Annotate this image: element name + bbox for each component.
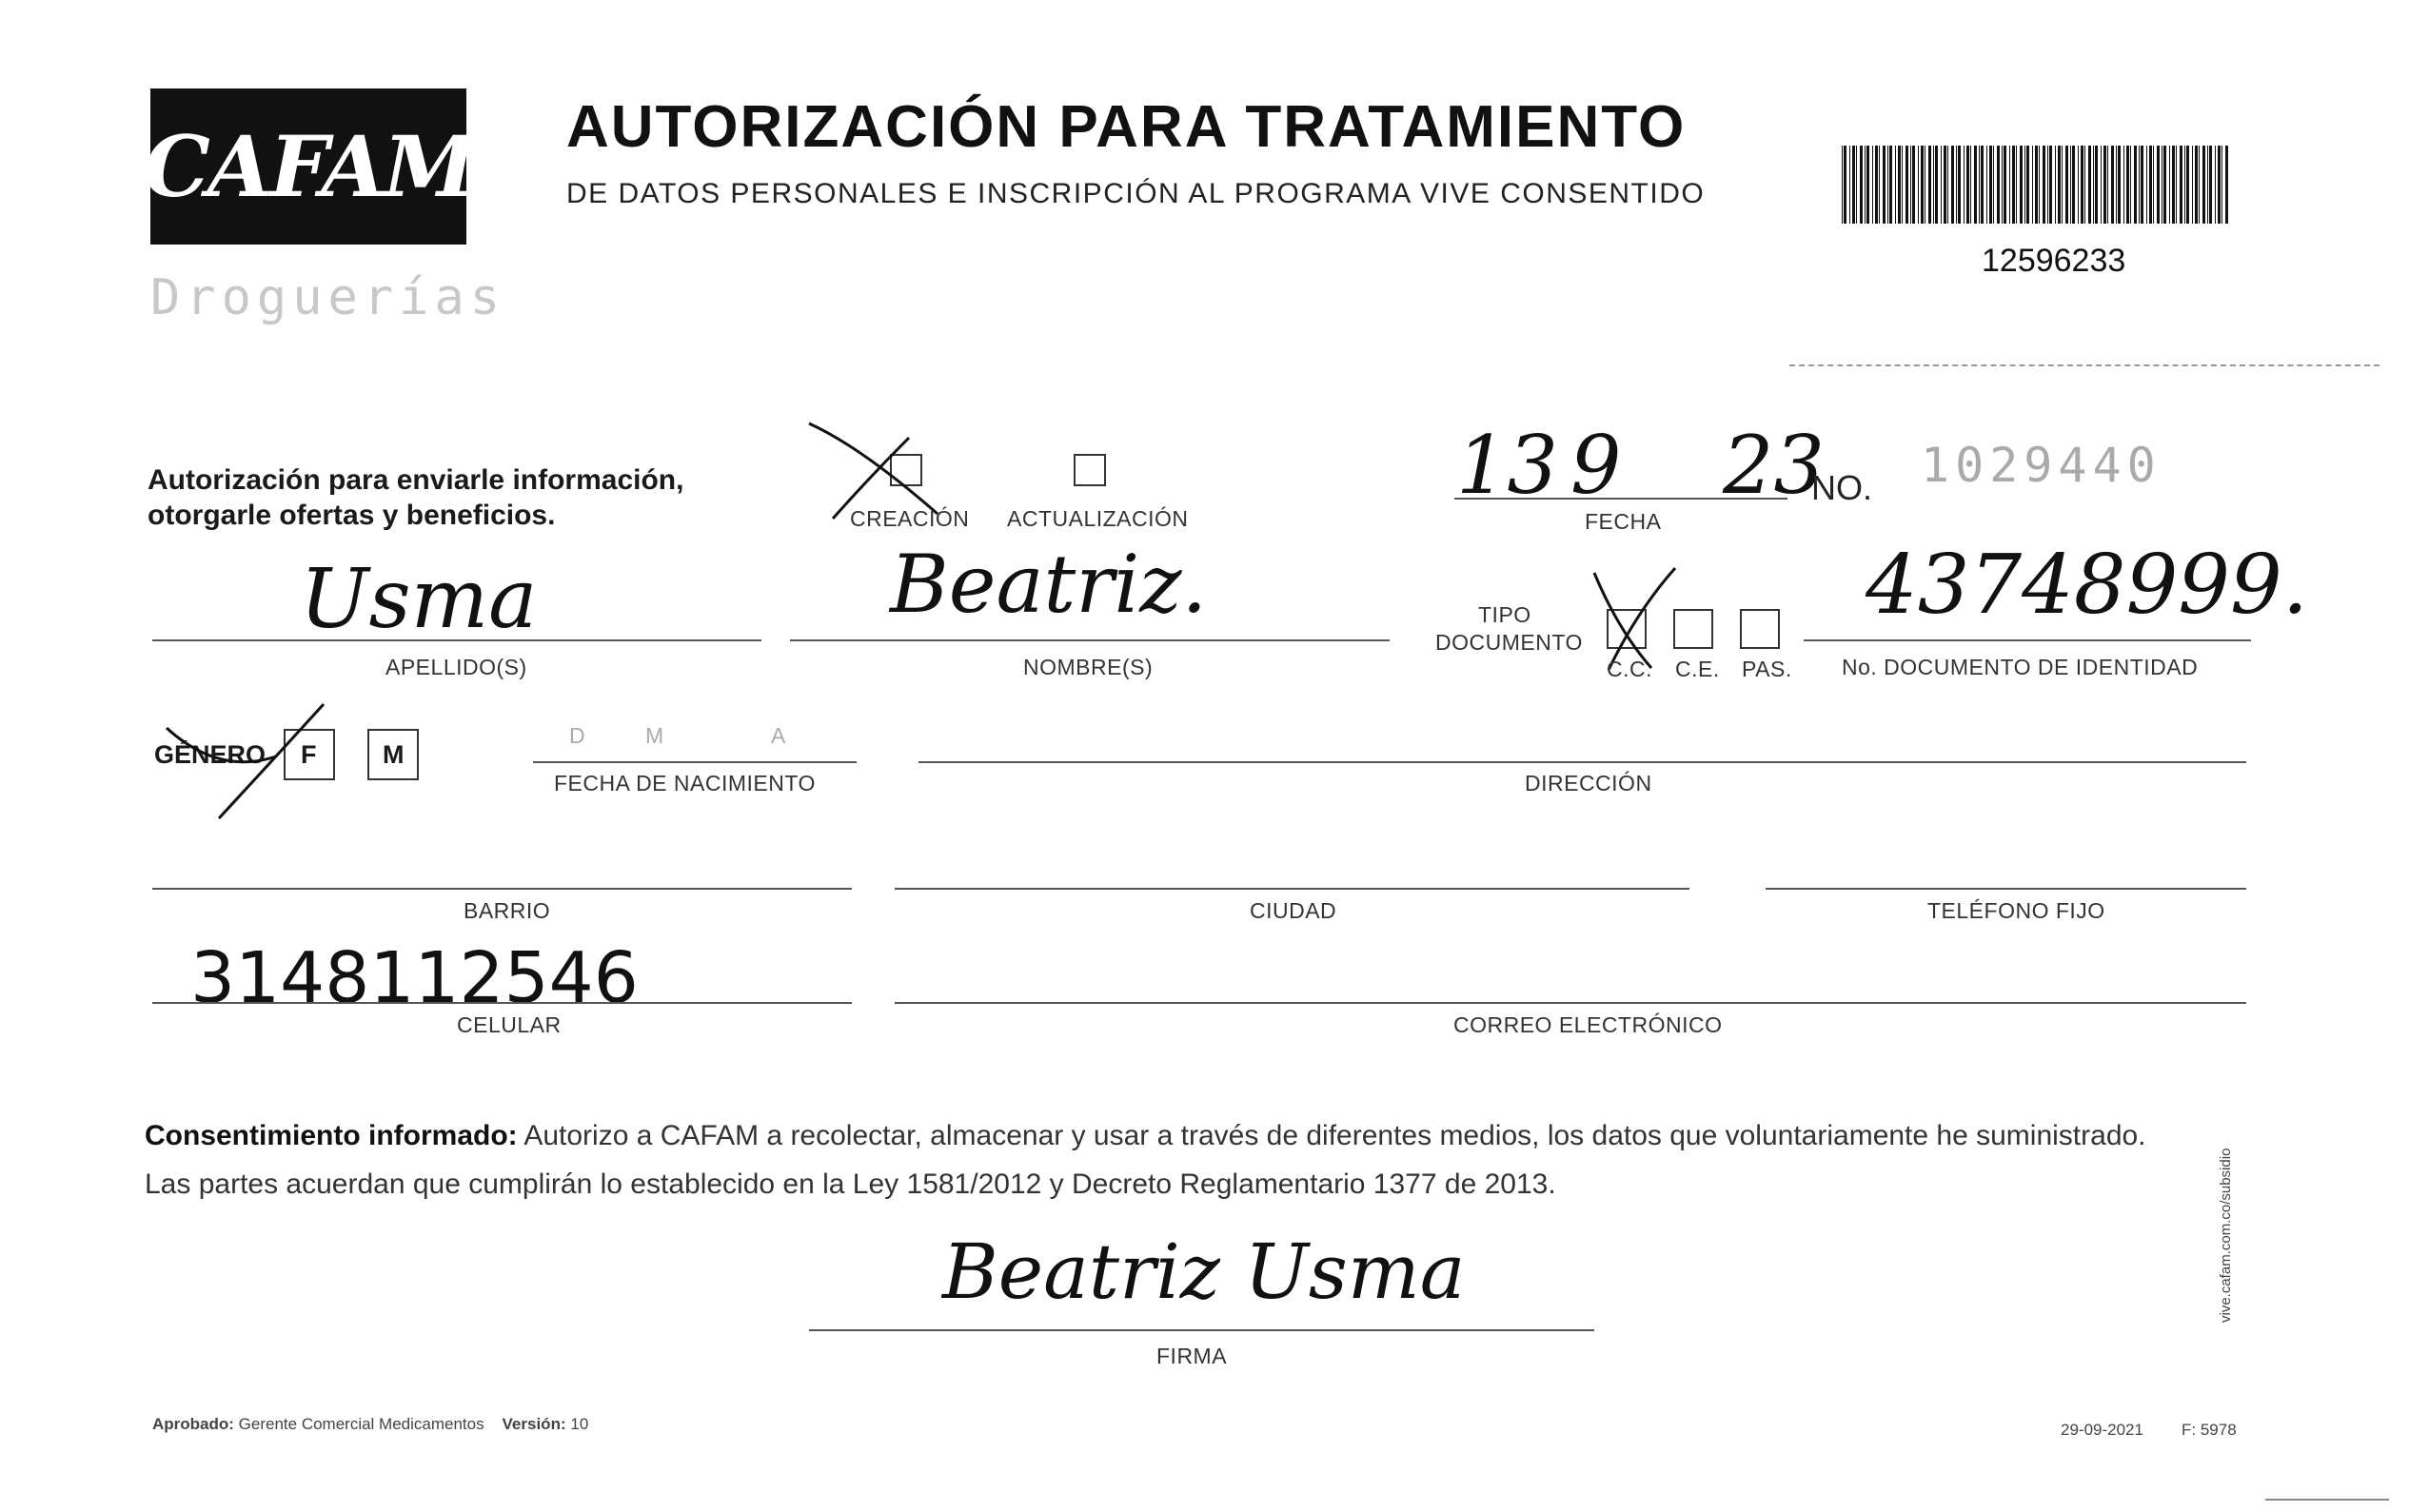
barcode-bar [2184, 146, 2185, 224]
nombres-line [790, 639, 1390, 641]
fecha-year-value: 23 [1723, 419, 1825, 512]
barcode-bar [1905, 146, 1908, 224]
barcode-bar [1918, 146, 1919, 224]
barcode-bar [2225, 146, 2228, 224]
barcode-bar [2209, 146, 2212, 224]
barcode-bar [1997, 146, 2000, 224]
barcode-bar [2020, 146, 2023, 224]
barcode-bar [2078, 146, 2079, 224]
barcode-bar [2032, 146, 2033, 224]
pas-label: PAS. [1742, 657, 1792, 681]
genero-f-mark [162, 699, 333, 823]
no-label: NO. [1811, 468, 1873, 507]
barcode-bar [1879, 146, 1880, 224]
barcode-bar [1849, 146, 1850, 224]
barcode-bar [2149, 146, 2152, 224]
intro-line-2: otorgarle ofertas y beneficios. [148, 500, 556, 531]
barcode-bar [1947, 146, 1948, 224]
apellidos-value: Usma [300, 552, 538, 647]
celular-value: 3148112546 [190, 937, 639, 1019]
barcode-bar [2047, 146, 2048, 224]
barcode-bar [1889, 146, 1892, 224]
barcode-bar [1966, 146, 1969, 224]
barcode-bar [1910, 146, 1911, 224]
barcode-bar [2202, 146, 2205, 224]
fecha-day-value: 13 [1456, 419, 1558, 512]
footer-date-code: 29-09-2021 [2061, 1421, 2143, 1439]
cafam-logo: CAFAM [150, 88, 466, 245]
barcode-bar [2058, 146, 2061, 224]
barcode-bar [2107, 146, 2108, 224]
ciudad-label: CIUDAD [1250, 898, 1337, 923]
barcode-bar [2221, 146, 2222, 224]
fecha-nac-d-label: D [569, 723, 586, 748]
fecha-month-value: 9 [1570, 419, 1622, 512]
barcode-bar [1895, 146, 1896, 224]
ce-label: C.E. [1675, 657, 1720, 681]
nombres-label: NOMBRE(S) [1023, 655, 1154, 679]
barcode-bar [1970, 146, 1971, 224]
barcode-bar [2195, 146, 2198, 224]
barcode-bar [2016, 146, 2017, 224]
consent-text-1: Autorizo a CAFAM a recolectar, almacenar y usar a través de diferentes medios, los datos que voluntariamente he suministrado. [517, 1120, 2146, 1151]
barcode-bar [2153, 146, 2154, 224]
barcode-bar [2024, 146, 2025, 224]
header-divider [1789, 364, 2379, 366]
barcode-bar [2116, 146, 2117, 224]
barcode-bar [2062, 146, 2063, 224]
intro-line-1: Autorización para enviarle información, [148, 464, 684, 496]
barcode-bar [2111, 146, 2114, 224]
direccion-label: DIRECCIÓN [1525, 771, 1652, 795]
barcode-bar [1974, 146, 1977, 224]
telefono-fijo-line [1766, 888, 2246, 890]
creacion-label: CREACIÓN [850, 506, 970, 531]
barcode [1842, 146, 2230, 224]
barcode-bar [2093, 146, 2094, 224]
barcode-bar [1951, 146, 1954, 224]
barcode-bar [1898, 146, 1901, 224]
form-subtitle: DE DATOS PERSONALES E INSCRIPCIÓN AL PROGRAMA VIVE CONSENTIDO [566, 178, 1706, 209]
side-url: vive.cafam.com.co/subsidio [2218, 1148, 2234, 1323]
barcode-bar [1842, 146, 1843, 224]
barcode-bar [1989, 146, 1992, 224]
barcode-bar [1865, 146, 1866, 224]
consent-paragraph-line-1 [145, 1120, 2146, 1152]
apellidos-label: APELLIDO(S) [385, 655, 527, 679]
barcode-bar [2139, 146, 2140, 224]
barcode-bar [2055, 146, 2056, 224]
actualizacion-checkbox[interactable] [1074, 454, 1106, 486]
barcode-bar [2004, 146, 2006, 224]
barrio-label: BARRIO [464, 898, 551, 923]
barcode-bar [2070, 146, 2071, 224]
barcode-bar [2163, 146, 2166, 224]
barcode-bar [1872, 146, 1873, 224]
barcode-bar [2084, 146, 2085, 224]
barcode-bar [2192, 146, 2193, 224]
barcode-bar [2180, 146, 2182, 224]
apellidos-line [152, 639, 761, 641]
footer-aprobado [152, 1415, 588, 1434]
barcode-bar [2199, 146, 2200, 224]
barcode-bar [1941, 146, 1942, 224]
barcode-bar [1958, 146, 1961, 224]
barcode-bar [2049, 146, 2052, 224]
tipo-documento-label-1: TIPO [1478, 602, 1531, 627]
pas-checkbox[interactable] [1740, 609, 1780, 649]
fecha-label: FECHA [1585, 509, 1662, 534]
celular-line [152, 1002, 852, 1004]
version-label: Versión: [502, 1415, 566, 1433]
fecha-nac-a-label: A [771, 723, 786, 748]
barcode-bar [2026, 146, 2029, 224]
barcode-bar [2002, 146, 2003, 224]
barcode-bar [1933, 146, 1934, 224]
barcode-bar [2065, 146, 2068, 224]
droguerias-label: Droguerías [150, 269, 506, 326]
barcode-bar [1993, 146, 1994, 224]
barcode-bar [1981, 146, 1984, 224]
fecha-nacimiento-line [533, 761, 857, 763]
telefono-fijo-label: TELÉFONO FIJO [1927, 898, 2105, 923]
barcode-bar [2088, 146, 2091, 224]
tipo-documento-label-2: DOCUMENTO [1435, 630, 1583, 655]
fecha-nacimiento-label: FECHA DE NACIMIENTO [554, 771, 816, 795]
barcode-bar [1856, 146, 1857, 224]
correo-label: CORREO ELECTRÓNICO [1453, 1012, 1723, 1037]
barcode-bar [2207, 146, 2208, 224]
fecha-nac-m-label: M [645, 723, 664, 748]
barcode-bar [1875, 146, 1878, 224]
genero-f-label: F [301, 740, 317, 769]
firma-line [809, 1329, 1594, 1331]
correo-line [895, 1002, 2246, 1004]
genero-label: GÉNERO [154, 740, 267, 769]
barcode-bar [1956, 146, 1957, 224]
barcode-bar [2123, 146, 2124, 224]
barcode-bar [1844, 146, 1846, 224]
barcode-bar [1866, 146, 1869, 224]
barcode-bar [1986, 146, 1987, 224]
version-value: 10 [570, 1415, 589, 1433]
barcode-bar [2146, 146, 2147, 224]
no-documento-line [1804, 639, 2251, 641]
barcode-bar [2130, 146, 2131, 224]
barcode-bar [2009, 146, 2010, 224]
barcode-bar [1912, 146, 1915, 224]
barcode-bar [2101, 146, 2102, 224]
barcode-bar [2169, 146, 2170, 224]
barcode-bar [2072, 146, 2075, 224]
bottom-divider [2265, 1499, 2389, 1501]
no-documento-value: 43748999. [1866, 538, 2309, 633]
no-documento-label: No. DOCUMENTO DE IDENTIDAD [1842, 655, 2199, 679]
barcode-bar [2103, 146, 2106, 224]
barcode-bar [2035, 146, 2038, 224]
consent-paragraph-line-2: Las partes acuerdan que cumplirán lo establecido en la Ley 1581/2012 y Decreto Reglamentario 1377 de 2013. [145, 1168, 1556, 1200]
barcode-bar [1928, 146, 1931, 224]
barcode-bar [1921, 146, 1924, 224]
barcode-bar [2012, 146, 2015, 224]
footer-form-code: F: 5978 [2182, 1421, 2237, 1439]
barcode-bar [1944, 146, 1946, 224]
aprobado-value: Gerente Comercial Medicamentos [238, 1415, 484, 1433]
barcode-bar [2186, 146, 2189, 224]
ciudad-line [895, 888, 1689, 890]
barcode-bar [1887, 146, 1888, 224]
firma-value: Beatriz Usma [942, 1227, 1466, 1316]
barcode-bar [2118, 146, 2121, 224]
ce-checkbox[interactable] [1673, 609, 1713, 649]
barcode-bar [2176, 146, 2177, 224]
firma-label: FIRMA [1156, 1344, 1228, 1368]
barcode-bar [2039, 146, 2040, 224]
barcode-bar [2141, 146, 2143, 224]
actualizacion-label: ACTUALIZACIÓN [1007, 506, 1189, 531]
barcode-bar [1979, 146, 1980, 224]
barcode-bar [2126, 146, 2129, 224]
barrio-line [152, 888, 852, 890]
direccion-line [918, 761, 2246, 763]
form-number: 1029440 [1921, 438, 2162, 493]
barcode-bar [2218, 146, 2221, 224]
fecha-line [1454, 498, 1787, 500]
genero-m-label: M [383, 740, 405, 769]
barcode-bar [1902, 146, 1903, 224]
barcode-bar [1883, 146, 1886, 224]
barcode-bar [2172, 146, 2175, 224]
barcode-bar [2134, 146, 2137, 224]
aprobado-label: Aprobado: [152, 1415, 234, 1433]
barcode-bar [1860, 146, 1863, 224]
barcode-bar [2215, 146, 2216, 224]
barcode-bar [1964, 146, 1965, 224]
barcode-bar [2157, 146, 2160, 224]
barcode-bar [1935, 146, 1938, 224]
barcode-bar [2043, 146, 2045, 224]
barcode-bar [2081, 146, 2083, 224]
barcode-bar [1852, 146, 1855, 224]
barcode-number: 12596233 [1982, 243, 2126, 279]
nombres-value: Beatriz. [890, 538, 1208, 631]
celular-label: CELULAR [457, 1012, 562, 1037]
barcode-bar [2095, 146, 2098, 224]
consent-heading: Consentimiento informado: [145, 1120, 518, 1151]
form-title: AUTORIZACIÓN PARA TRATAMIENTO [566, 94, 1687, 160]
cc-label: C.C. [1607, 657, 1652, 681]
